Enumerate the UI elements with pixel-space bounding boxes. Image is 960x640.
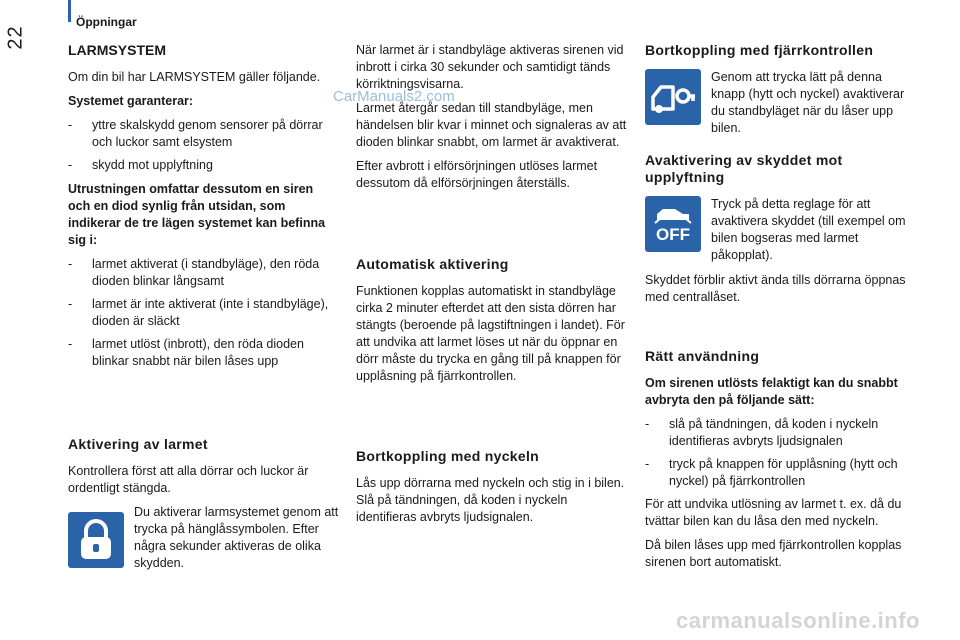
list-item: - tryck på knappen för upplåsning (hytt och nyckel) på fjärrkontrollen — [645, 456, 905, 490]
column-3 — [645, 42, 910, 137]
lift-section — [645, 152, 910, 313]
intro-text: Om din bil har LARMSYSTEM gäller följande. — [68, 70, 321, 84]
key-section — [356, 448, 628, 533]
auto-text: Funktionen kopplas automatiskt in standbyläge cirka 2 minuter efterdet att den sista dörren har stängts (beroende på lagstiftningen i landet). För att undvika att larmet löses ut när du öppnar en dörr måste du trycka en gång till på knappen för upplåsning på fjärrkontrollen. — [356, 284, 625, 383]
list-item: - slå på tändningen, då koden i nyckeln identifieras avbryts ljudsignalen — [645, 416, 905, 450]
avoid-text: För att undvika utlösning av larmet t. ex. då du tvättar bilen kan du låsa den med nyckeln. — [645, 497, 902, 528]
paragraph: När larmet är i standbyläge aktiveras sirenen vid inbrott i cirka 30 sekunder och samtidigt tänds körriktningsvisarna. — [356, 43, 624, 91]
key-title: Bortkoppling med nyckeln — [356, 448, 539, 464]
column-2 — [356, 42, 628, 199]
guarantee-heading: Systemet garanterar: — [68, 94, 194, 108]
correct-title: Rätt användning — [645, 348, 760, 364]
list-item: - larmet är inte aktiverat (inte i standbyläge), dioden är släckt — [68, 296, 333, 330]
main-title: LARMSYSTEM — [68, 42, 166, 58]
lift-off-icon — [645, 196, 701, 252]
section-bar — [68, 0, 71, 22]
section-title: Öppningar — [76, 15, 137, 29]
list-item: - larmet utlöst (inbrott), den röda dioden blinkar snabbt när bilen låses upp — [68, 336, 333, 370]
auto-title: Automatisk aktivering — [356, 256, 509, 272]
remote-text: Genom att trycka lätt på denna knapp (hytt och nyckel) avaktiverar du standbyläget när du låser upp bilen. — [711, 70, 905, 135]
activation-section — [68, 436, 340, 572]
activation-title: Aktivering av larmet — [68, 436, 208, 452]
equipment-heading: Utrustningen omfattar dessutom en siren och en diod synlig från utsidan, som indikerar de tre lägen systemet kan befinna sig i: — [68, 182, 326, 247]
activation-text: Kontrollera först att alla dörrar och luckor är ordentligt stängda. — [68, 464, 309, 495]
watermark-bottom: carmanualsonline.info — [676, 608, 920, 633]
paragraph: Efter avbrott i elförsörjningen utlöses larmet dessutom då elförsörjningen återställs. — [356, 159, 598, 190]
correct-section — [645, 348, 905, 578]
list-item: - yttre skalskydd genom sensorer på dörrar och luckor samt elsystem — [68, 117, 333, 151]
auto-section — [356, 256, 628, 392]
column-1 — [68, 42, 333, 376]
lift-title: Avaktivering av skyddet mot upplyftning — [645, 152, 843, 185]
cab-key-icon — [645, 69, 701, 125]
lift-note: Skyddet förblir aktivt ända tills dörrarna öppnas med centrallåset. — [645, 273, 906, 304]
paragraph: Larmet återgår sedan till standbyläge, men händelsen blir kvar i minnet och signaleras av att dioden blinkar snabbt, om larmet är avaktiverat. — [356, 101, 627, 149]
key-text: Lås upp dörrarna med nyckeln och stig in i bilen. Slå på tändningen, då koden i nyckeln identifieras avbryts ljudsignalen. — [356, 476, 625, 524]
padlock-icon — [68, 512, 124, 568]
off-label: OFF — [656, 224, 690, 244]
correct-heading: Om sirenen utlösts felaktigt kan du snabbt avbryta den på följande sätt: — [645, 376, 898, 407]
remote-unlock-text: Då bilen låses upp med fjärrkontrollen kopplas sirenen bort automatiskt. — [645, 538, 902, 569]
list-item: - skydd mot upplyftning — [68, 157, 333, 174]
remote-title: Bortkoppling med fjärrkontrollen — [645, 42, 874, 58]
activation-icon-text: Du aktiverar larmsystemet genom att trycka på hänglåssymbolen. Efter några sekunder aktiveras de olika skydden. — [134, 505, 339, 570]
watermark-top: CarManuals2.com — [333, 88, 455, 105]
page-number: 22 — [4, 25, 27, 50]
lift-text: Tryck på detta reglage för att avaktivera skyddet (till exempel om bilen bogseras med larmet påkopplat). — [711, 197, 906, 262]
list-item: - larmet aktiverat (i standbyläge), den röda dioden blinkar långsamt — [68, 256, 333, 290]
